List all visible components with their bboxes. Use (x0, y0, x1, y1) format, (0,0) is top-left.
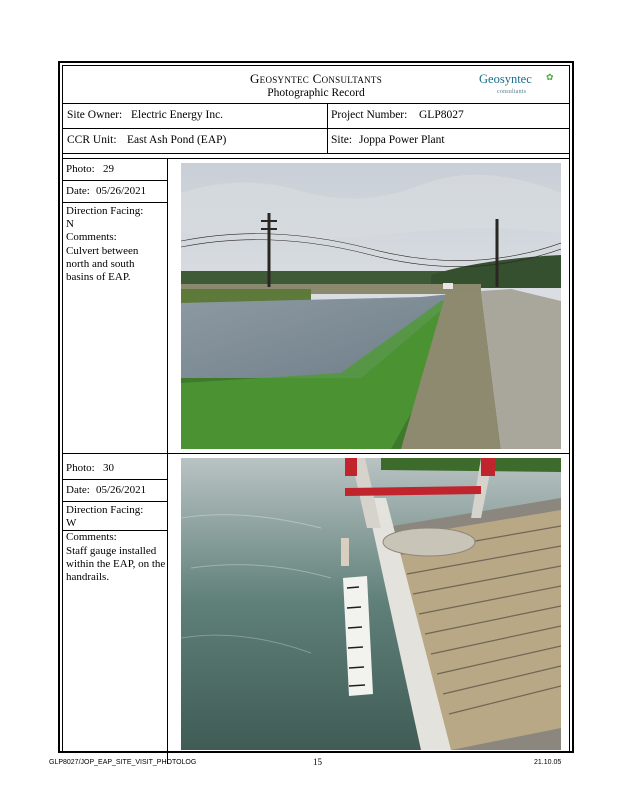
photo-details (63, 454, 168, 764)
site-owner-value: Electric Energy Inc. (131, 109, 224, 121)
photo-entry-29 (63, 159, 569, 454)
photo-number: 30 (103, 462, 114, 474)
date-label: Date: (66, 185, 90, 197)
photo-label: Photo: (66, 462, 95, 474)
company-name: Geosyntec Consultants (249, 71, 383, 86)
footer-date: 21.10.05 (534, 759, 562, 766)
info-row-unit (63, 129, 569, 154)
logo-subtext: consultants (497, 89, 527, 95)
document-subtitle: Photographic Record (267, 87, 365, 99)
comments-text: Culvert between north and south basins of EAP. (66, 245, 139, 283)
direction-label: Direction Facing: (66, 504, 144, 516)
staff-gauge-photo (181, 458, 561, 750)
company-logo (475, 70, 559, 100)
row-divider (327, 129, 328, 153)
date-cell (63, 480, 167, 502)
photo-date: 05/26/2021 (96, 185, 147, 197)
project-number-value: GLP8027 (419, 109, 464, 121)
comments-text: Staff gauge installed within the EAP, on the handrails. (66, 545, 166, 583)
direction-value: W (66, 517, 77, 529)
row-divider (327, 104, 328, 128)
date-label: Date: (66, 484, 90, 496)
ccr-unit-value: East Ash Pond (EAP) (127, 134, 227, 146)
photo-label: Photo: (66, 163, 95, 175)
footer-document-id: GLP8027/JOP_EAP_SITE_VISIT_PHOTOLOG (49, 759, 197, 766)
photo-number-cell (63, 159, 167, 181)
site-label: Site: (331, 134, 353, 146)
photo-details (63, 159, 168, 453)
project-number-label: Project Number: (331, 109, 408, 121)
footer-page-number: 15 (313, 757, 322, 767)
photo-entry-30 (63, 454, 569, 764)
photo-number: 29 (103, 163, 114, 175)
direction-label: Direction Facing: (66, 205, 144, 217)
leaf-icon: ✿ (546, 72, 554, 82)
site-owner-label: Site Owner: (67, 109, 123, 121)
photo-record-table (62, 65, 570, 751)
site-value: Joppa Power Plant (359, 134, 445, 146)
comments-label: Comments: (66, 531, 117, 543)
photo-record-frame (58, 61, 574, 753)
comments-label: Comments: (66, 231, 117, 243)
ccr-unit-label: CCR Unit: (67, 134, 117, 146)
direction-value: N (66, 218, 74, 230)
date-cell (63, 181, 167, 203)
header (63, 66, 569, 104)
photo-number-cell (63, 458, 167, 480)
logo-text: Geosyntec (479, 72, 532, 86)
pond-culvert-photo (181, 163, 561, 449)
photo-date: 05/26/2021 (96, 484, 147, 496)
info-row-owner (63, 104, 569, 129)
